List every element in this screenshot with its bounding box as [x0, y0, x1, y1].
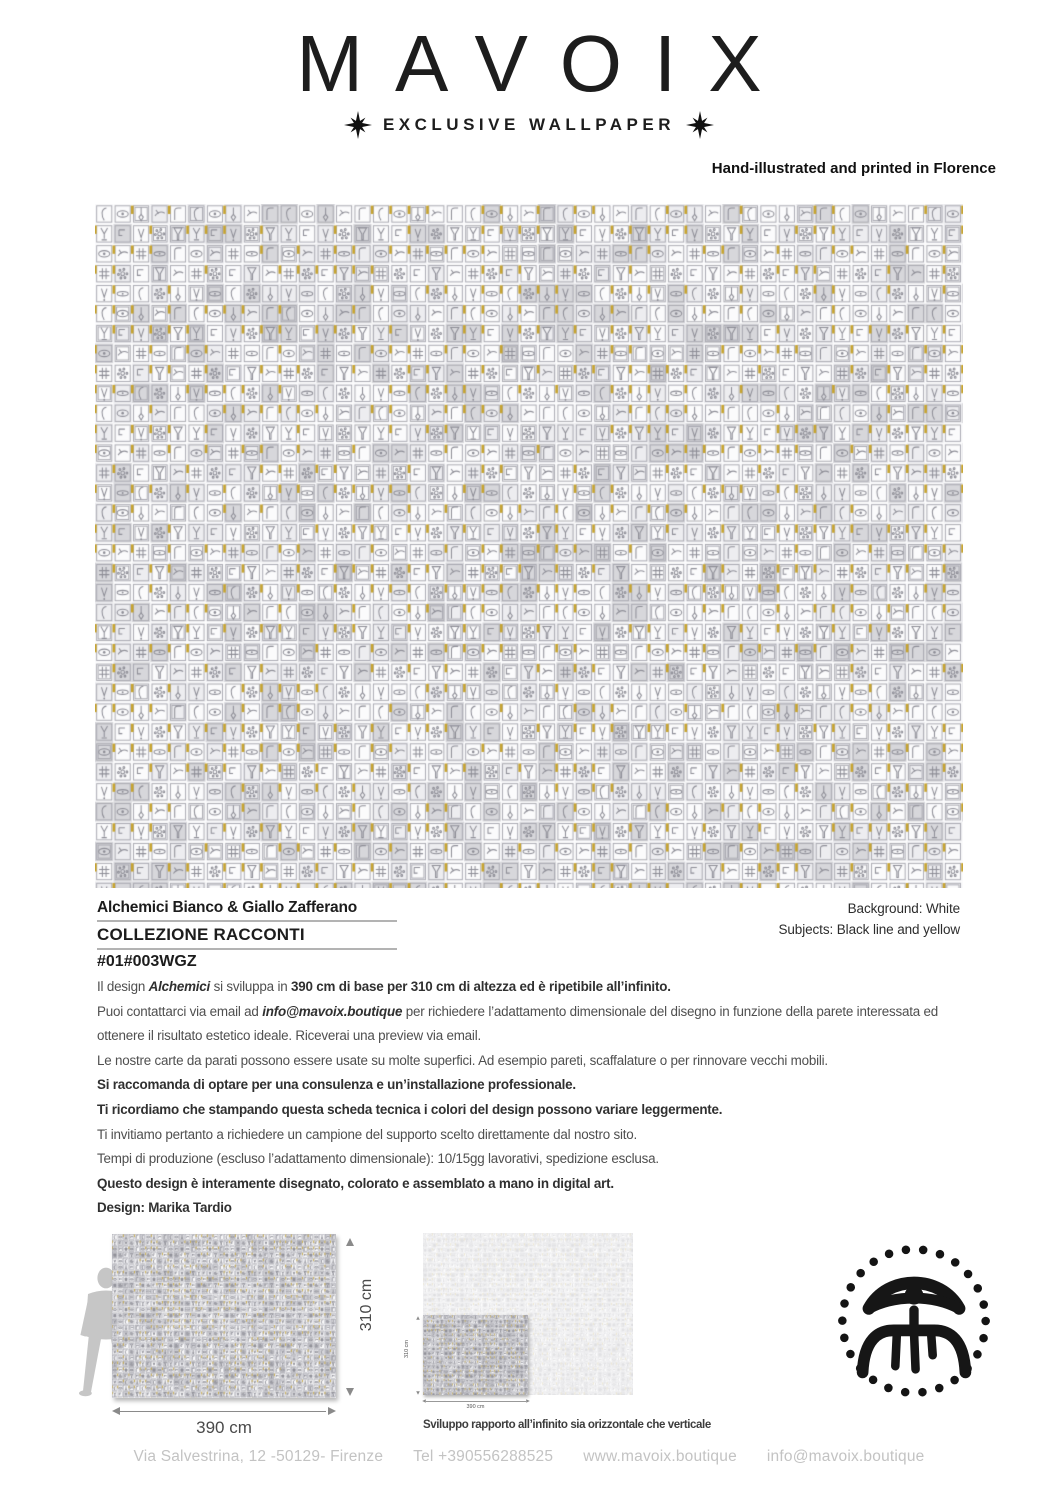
brand-seal-icon: [833, 1240, 995, 1402]
footer-email-link[interactable]: info@mavoix.boutique: [766, 1448, 925, 1465]
brand-logotype: MAVOIX: [296, 19, 794, 108]
text-segment: Ti invitiamo pertanto a richiedere un campione del supporto scelto direttamente dal nostro sito.: [97, 1126, 638, 1142]
text-segment: Le nostre carte da parati possono essere usate su molte superfici. Ad esempio pareti, scaffalature o per rinnovare vecchi mobili.: [97, 1052, 828, 1068]
text-segment: Puoi contattarci via email ad: [97, 1003, 263, 1019]
description-line: [97, 1000, 962, 1049]
footer: [0, 1448, 1058, 1466]
text-segment: Ti ricordiamo che stampando questa scheda tecnica i colori del design possono variare leggermente.: [97, 1101, 723, 1117]
description-line: [97, 1172, 962, 1197]
text-segment: Questo design è interamente disegnato, colorato e assemblato a mano in digital art.: [97, 1175, 614, 1191]
text-segment: per richiedere l’adattamento dimensionale del disegno in funzione della parete interessata ed ottenere il risultato estetico ideale. Riceverai una preview via email.: [97, 1003, 938, 1044]
description-line: [97, 1196, 962, 1221]
width-dimension-label: 390 cm: [196, 1418, 252, 1437]
repeat-width-line: [426, 1401, 526, 1402]
description-line: [97, 1073, 962, 1098]
repeat-width-label: 390 cm: [466, 1404, 485, 1410]
dimension-arrow-up: [346, 1238, 354, 1246]
wallpaper-pattern-preview: [95, 204, 963, 888]
description-line: [97, 1123, 962, 1148]
text-segment: Design: Marika Tardio: [97, 1200, 232, 1216]
origin-note: Hand-illustrated and printed in Florence: [711, 160, 996, 177]
footer-phone: Tel +390556288525: [413, 1448, 554, 1465]
text-segment: si sviluppa in: [210, 979, 291, 994]
repeat-caption: Sviluppo rapporto all’infinito sia orizzontale che verticale: [423, 1419, 711, 1431]
product-name: Alchemici Bianco & Giallo Zafferano: [97, 899, 358, 916]
description-line: [97, 1147, 962, 1172]
footer-address: Via Salvestrina, 12 -50129- Firenze: [133, 1448, 384, 1465]
text-segment: Tempi di produzione (escluso l’adattamento dimensionale): 10/15gg lavorativi, spedizione esclusa.: [97, 1151, 659, 1167]
star-icon: [685, 110, 715, 140]
email-link[interactable]: info@mavoix.boutique: [262, 1003, 403, 1019]
description-line: [97, 975, 962, 1000]
star-icon: [343, 110, 373, 140]
background-spec: Background: White: [847, 901, 960, 916]
text-segment: 390 cm di base per 310 cm di altezza ed è ripetibile all’infinito.: [290, 979, 671, 994]
repeat-height-label: 310 cm: [404, 1339, 410, 1359]
repeat-unit-preview: [423, 1315, 528, 1395]
description: [97, 975, 962, 1221]
collection-name: COLLEZIONE RACCONTI: [97, 925, 305, 944]
dimension-arrow-up: [416, 1316, 420, 1320]
brand-tagline: EXCLUSIVE WALLPAPER: [382, 115, 676, 134]
product-title-block: [97, 899, 397, 971]
product-code: #01#003WGZ: [97, 953, 197, 970]
height-dimension-label: 310 cm: [358, 1278, 375, 1332]
divider: [97, 948, 397, 950]
text-segment: Si raccomanda di optare per una consulenza e un’installazione professionale.: [97, 1077, 576, 1093]
dimension-arrow-right: [328, 1407, 336, 1415]
wallpaper-size-diagram: [112, 1234, 336, 1398]
dimension-arrow-left: [422, 1399, 426, 1403]
text-segment: Alchemici: [148, 979, 211, 994]
description-line: [97, 1098, 962, 1123]
divider: [97, 920, 397, 922]
brand-tagline-row: [0, 110, 1058, 140]
description-line: [97, 1049, 962, 1074]
dimension-arrow-down: [346, 1388, 354, 1396]
dimension-arrow-left: [112, 1407, 120, 1415]
subjects-spec: Subjects: Black line and yellow: [778, 922, 960, 937]
footer-website-link[interactable]: www.mavoix.boutique: [583, 1448, 737, 1465]
width-dimension-line: [120, 1411, 326, 1412]
text-segment: Il design: [97, 979, 149, 994]
dimension-arrow-right: [526, 1399, 530, 1403]
spec-labels: [779, 898, 961, 940]
dimension-arrow-down: [416, 1391, 420, 1395]
